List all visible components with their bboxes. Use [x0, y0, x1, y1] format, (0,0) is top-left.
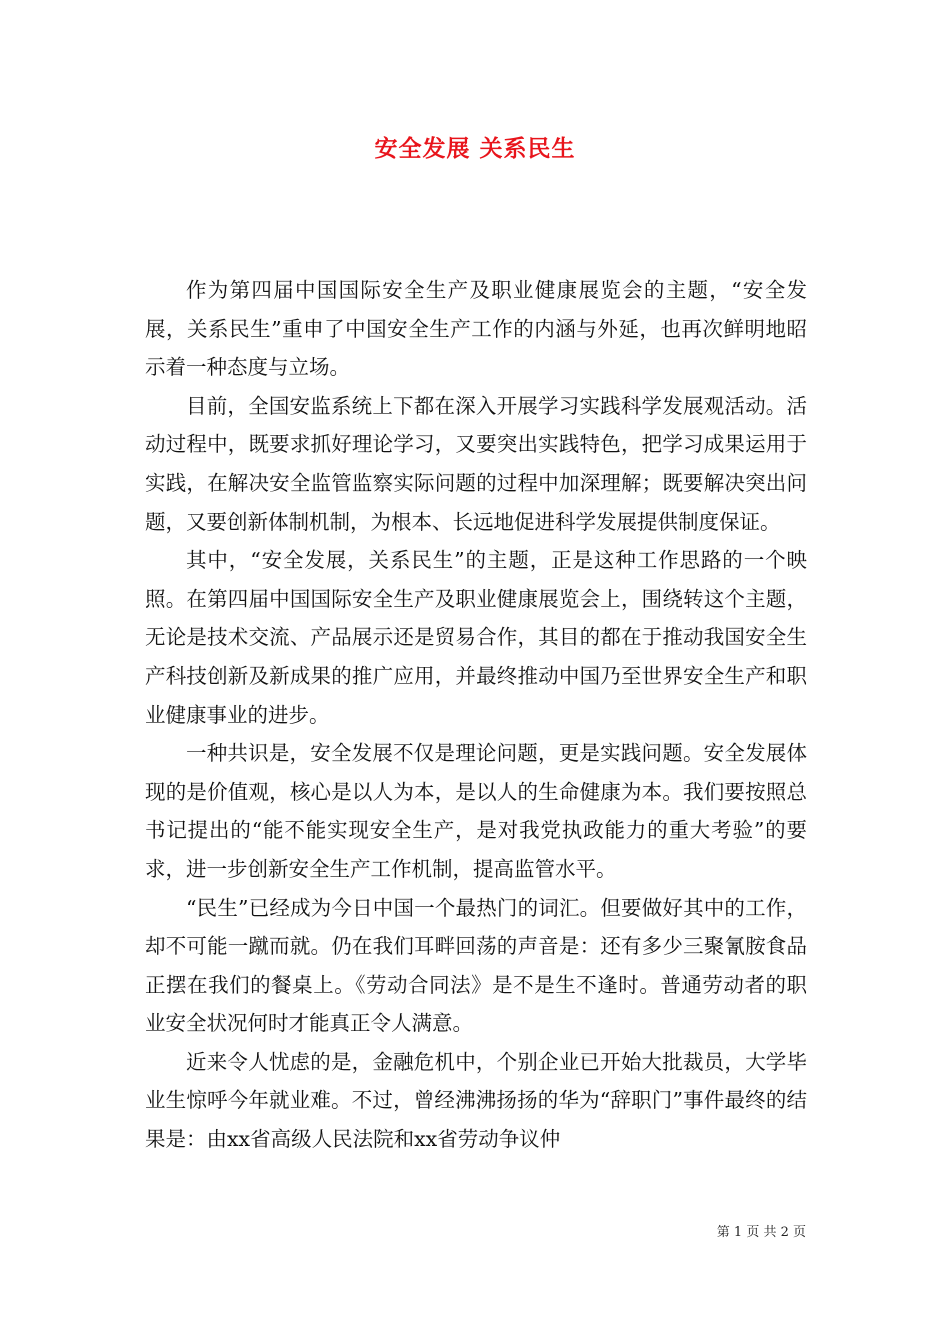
paragraph-3: 其中，“安全发展，关系民生”的主题，正是这种工作思路的一个映照。在第四届中国国际安全生产及职业健康展览会上，围绕转这个主题，无论是技术交流、产品展示还是贸易合作，其目的都在于推动我国安全生产科技创新及新成果的推广应用，并最终推动中国乃至世界安全生产和职业健康事业的进步。: [145, 548, 807, 727]
paragraph-5: “民生”已经成为今日中国一个最热门的词汇。但要做好其中的工作，却不可能一蹴而就。仍在我们耳畔回荡的声音是：还有多少三聚氰胺食品正摆在我们的餐桌上。《劳动合同法》是不是生不逢时。普通劳动者的职业安全状况何时才能真正令人满意。: [145, 895, 807, 1036]
document-body: [145, 271, 807, 1159]
document-title: 安全发展 关系民生: [374, 136, 576, 162]
page-number-footer: 第 1 页 共 2 页: [716, 1225, 806, 1240]
paragraph-1: 作为第四届中国国际安全生产及职业健康展览会的主题，“安全发展，关系民生”重申了中国安全生产工作的内涵与外延，也再次鲜明地昭示着一种态度与立场。: [145, 278, 807, 380]
paragraph-4: 一种共识是，安全发展不仅是理论问题，更是实践问题。安全发展体现的是价值观，核心是以人为本，是以人的生命健康为本。我们要按照总书记提出的“能不能实现安全生产，是对我党执政能力的重大考验”的要求，进一步创新安全生产工作机制，提高监管水平。: [145, 741, 807, 881]
paragraph-6: 近来令人忧虑的是，金融危机中，个别企业已开始大批裁员，大学毕业生惊呼今年就业难。不过，曾经沸沸扬扬的华为“辞职门”事件最终的结果是：由xx省高级人民法院和xx省劳动争议仲: [145, 1049, 807, 1152]
paragraph-2: 目前，全国安监系统上下都在深入开展学习实践科学发展观活动。活动过程中，既要求抓好理论学习，又要突出实践特色，把学习成果运用于实践，在解决安全监管监察实际问题的过程中加深理解；既要解决突出问题，又要创新体制机制，为根本、长远地促进科学发展提供制度保证。: [145, 393, 807, 534]
